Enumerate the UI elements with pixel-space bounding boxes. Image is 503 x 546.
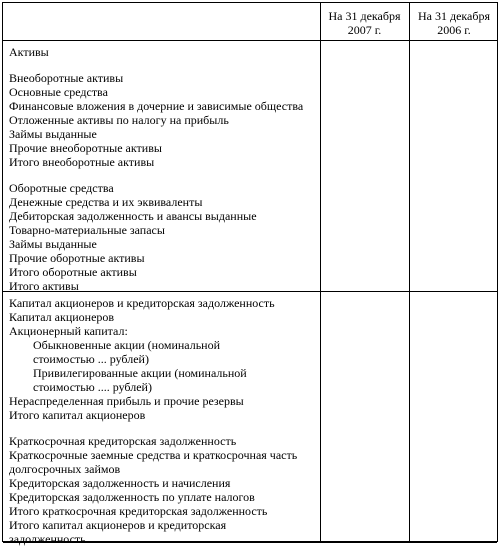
assets-row — [3, 41, 497, 292]
current-item: Товарно-материальные запасы — [9, 223, 165, 237]
liabilities-row — [3, 292, 497, 546]
header-2007-line2: 2007 г. — [347, 23, 382, 37]
equity-total: Итого капитал акционеров — [9, 408, 146, 422]
noncurrent-item: Внеоборотные активы — [9, 71, 124, 85]
shortterm-total: Итого краткосрочная кредиторская задолженность — [9, 504, 268, 518]
column-divider-1 — [320, 3, 321, 541]
current-item: Прочие оборотные активы — [9, 251, 145, 265]
share-item: стоимостью .... рублей) — [33, 380, 152, 394]
shortterm-item: Кредиторская задолженность и начисления — [9, 476, 231, 490]
grand-total: Итого капитал акционеров и кредиторская — [9, 518, 227, 532]
noncurrent-item: Отложенные активы по налогу на прибыль — [9, 113, 229, 127]
column-divider-2 — [409, 3, 410, 541]
shortterm-item: долгосрочных займов — [9, 462, 121, 476]
header-2006-line1: На 31 декабря — [417, 9, 491, 23]
assets-title: Активы — [9, 45, 49, 59]
equity-item: Капитал акционеров — [9, 310, 115, 324]
assets-section — [9, 45, 303, 293]
equity-item: Акционерный капитал: — [9, 324, 128, 338]
shortterm-item: Кредиторская задолженность по уплате налогов — [9, 490, 255, 504]
header-2007-line1: На 31 декабря — [328, 9, 401, 23]
grand-total: задолженность — [9, 532, 86, 546]
share-item: стоимостью ... рублей) — [33, 352, 149, 366]
shortterm-item: Краткосрочная кредиторская задолженность — [9, 434, 237, 448]
equity-item: Капитал акционеров и кредиторская задолженность — [9, 296, 275, 310]
header-2006-line2: 2006 г. — [437, 23, 471, 37]
current-item: Денежные средства и их эквиваленты — [9, 195, 203, 209]
header-2007 — [320, 9, 409, 37]
current-item: Оборотные средства — [9, 181, 114, 195]
current-total: Итого оборотные активы — [9, 265, 137, 279]
balance-sheet-table — [2, 2, 498, 546]
equity-item: Нераспределенная прибыль и прочие резервы — [9, 394, 244, 408]
noncurrent-item: Финансовые вложения в дочерние и зависимые общества — [9, 99, 304, 113]
shortterm-item: Краткосрочные заемные средства и краткосрочная часть — [9, 448, 298, 462]
noncurrent-item: Основные средства — [9, 85, 108, 99]
liabilities-section — [9, 296, 297, 546]
share-item: Привилегированные акции (номинальной — [33, 366, 247, 380]
noncurrent-item: Займы выданные — [9, 127, 97, 141]
share-item: Обыкновенные акции (номинальной — [33, 338, 221, 352]
current-item: Займы выданные — [9, 237, 97, 251]
noncurrent-item: Прочие внеоборотные активы — [9, 141, 162, 155]
header-2006 — [410, 9, 498, 37]
noncurrent-total: Итого внеоборотные активы — [9, 155, 155, 169]
assets-total: Итого активы — [9, 279, 79, 293]
current-item: Дебиторская задолженность и авансы выданные — [9, 209, 257, 223]
header-row — [3, 3, 497, 41]
